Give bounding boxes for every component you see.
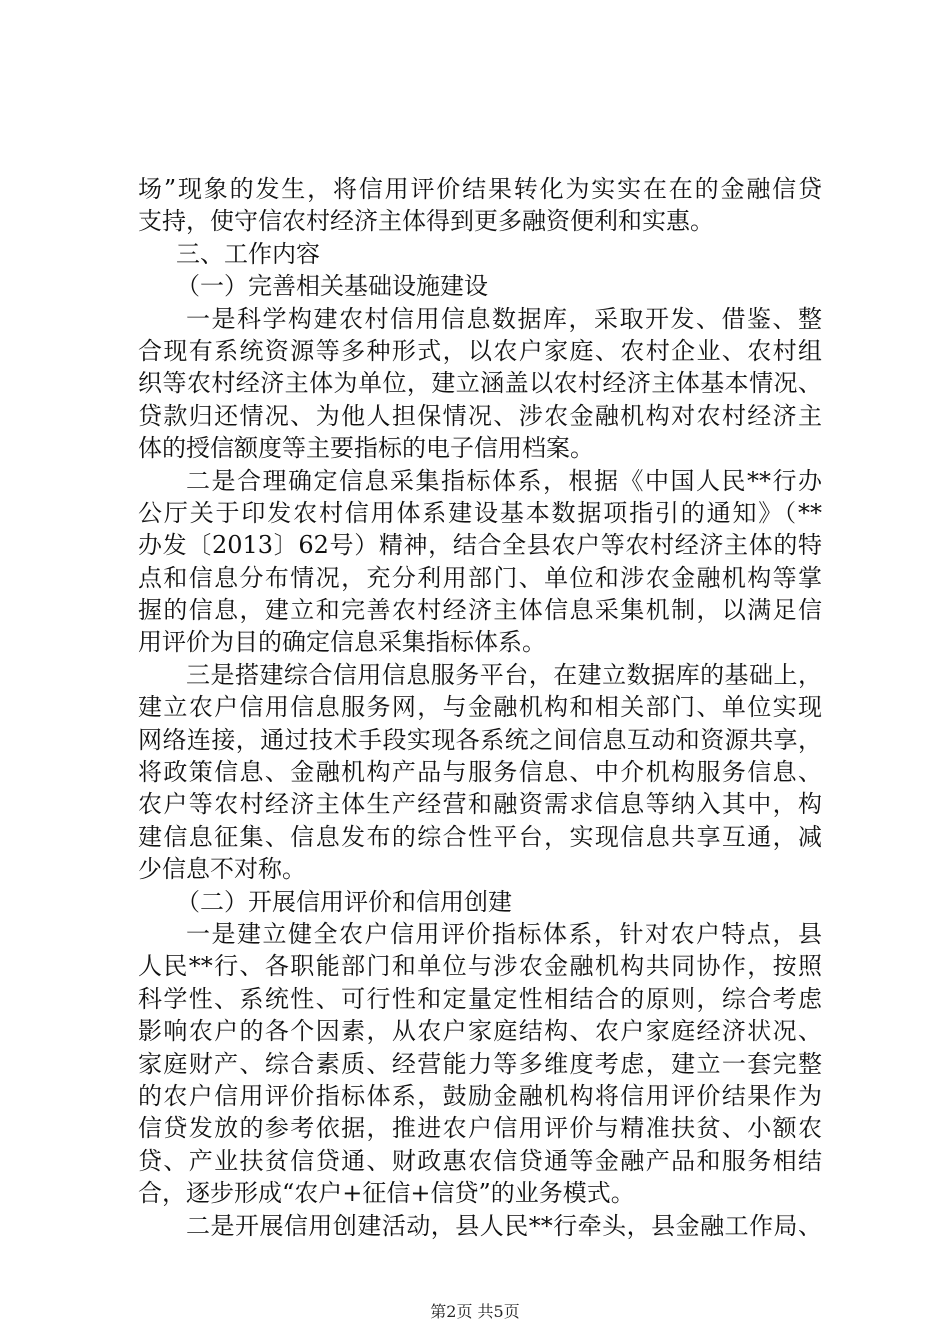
text-line: 农户等农村经济主体生产经营和融资需求信息等纳入其中，构 xyxy=(138,790,822,819)
text-line: 人民**行、各职能部门和单位与涉农金融机构共同协作，按照 xyxy=(138,952,822,981)
text-line: 二是开展信用创建活动，县人民**行牵头，县金融工作局、 xyxy=(186,1211,822,1240)
text-line: 少信息不对称。 xyxy=(138,855,306,884)
text-line: 网络连接，通过技术手段实现各系统之间信息互动和资源共享， xyxy=(138,725,822,754)
text-line: 将政策信息、金融机构产品与服务信息、中介机构服务信息、 xyxy=(138,758,822,787)
text-line: 握的信息，建立和完善农村经济主体信息采集机制，以满足信 xyxy=(138,596,822,625)
text-line: 二是合理确定信息采集指标体系，根据《中国人民**行办 xyxy=(186,466,822,495)
text-line: 影响农户的各个因素，从农户家庭结构、农户家庭经济状况、 xyxy=(138,1017,822,1046)
text-line: 用评价为目的确定信息采集指标体系。 xyxy=(138,628,546,657)
text-line: 体的授信额度等主要指标的电子信用档案。 xyxy=(138,434,594,463)
text-line: 织等农村经济主体为单位，建立涵盖以农村经济主体基本情况、 xyxy=(138,369,822,398)
text-line: 信贷发放的参考依据，推进农户信用评价与精准扶贫、小额农 xyxy=(138,1114,822,1143)
text-line: 支持，使守信农村经济主体得到更多融资便利和实惠。 xyxy=(138,207,714,236)
text-line: 贷、产业扶贫信贷通、财政惠农信贷通等金融产品和服务相结 xyxy=(138,1146,822,1175)
text-line: 一是建立健全农户信用评价指标体系，针对农户特点，县 xyxy=(186,919,822,948)
text-line: 贷款归还情况、为他人担保情况、涉农金融机构对农村经济主 xyxy=(138,401,822,430)
text-line: 建信息征集、信息发布的综合性平台，实现信息共享互通，减 xyxy=(138,822,822,851)
text-line: 公厅关于印发农村信用体系建设基本数据项指引的通知》（** xyxy=(138,498,822,527)
text-line: 一是科学构建农村信用信息数据库，采取开发、借鉴、整 xyxy=(186,304,822,333)
text-line: 建立农户信用信息服务网，与金融机构和相关部门、单位实现 xyxy=(138,693,822,722)
document-body xyxy=(138,173,822,1242)
text-line: 家庭财产、综合素质、经营能力等多维度考虑，建立一套完整 xyxy=(138,1049,822,1078)
text-line: 三是搭建综合信用信息服务平台，在建立数据库的基础上， xyxy=(186,660,822,689)
subsection-heading: （一）完善相关基础设施建设 xyxy=(176,272,488,301)
text-line: 点和信息分布情况，充分利用部门、单位和涉农金融机构等掌 xyxy=(138,563,822,592)
text-line: 场”现象的发生，将信用评价结果转化为实实在在的金融信贷 xyxy=(138,175,822,203)
text-line: 的农户信用评价指标体系，鼓励金融机构将信用评价结果作为 xyxy=(138,1081,822,1110)
text-line: 合现有系统资源等多种形式，以农户家庭、农村企业、农村组 xyxy=(138,336,822,365)
page-number-footer: 第2页 共5页 xyxy=(430,1302,520,1321)
text-line: 科学性、系统性、可行性和定量定性相结合的原则，综合考虑 xyxy=(138,984,822,1013)
section-heading: 三、工作内容 xyxy=(176,239,320,268)
text-line: 合，逐步形成“农户+征信+信贷”的业务模式。 xyxy=(138,1179,635,1208)
subsection-heading: （二）开展信用评价和信用创建 xyxy=(176,887,512,916)
text-line: 办发〔2013〕62号）精神，结合全县农户等农村经济主体的特 xyxy=(138,531,822,560)
